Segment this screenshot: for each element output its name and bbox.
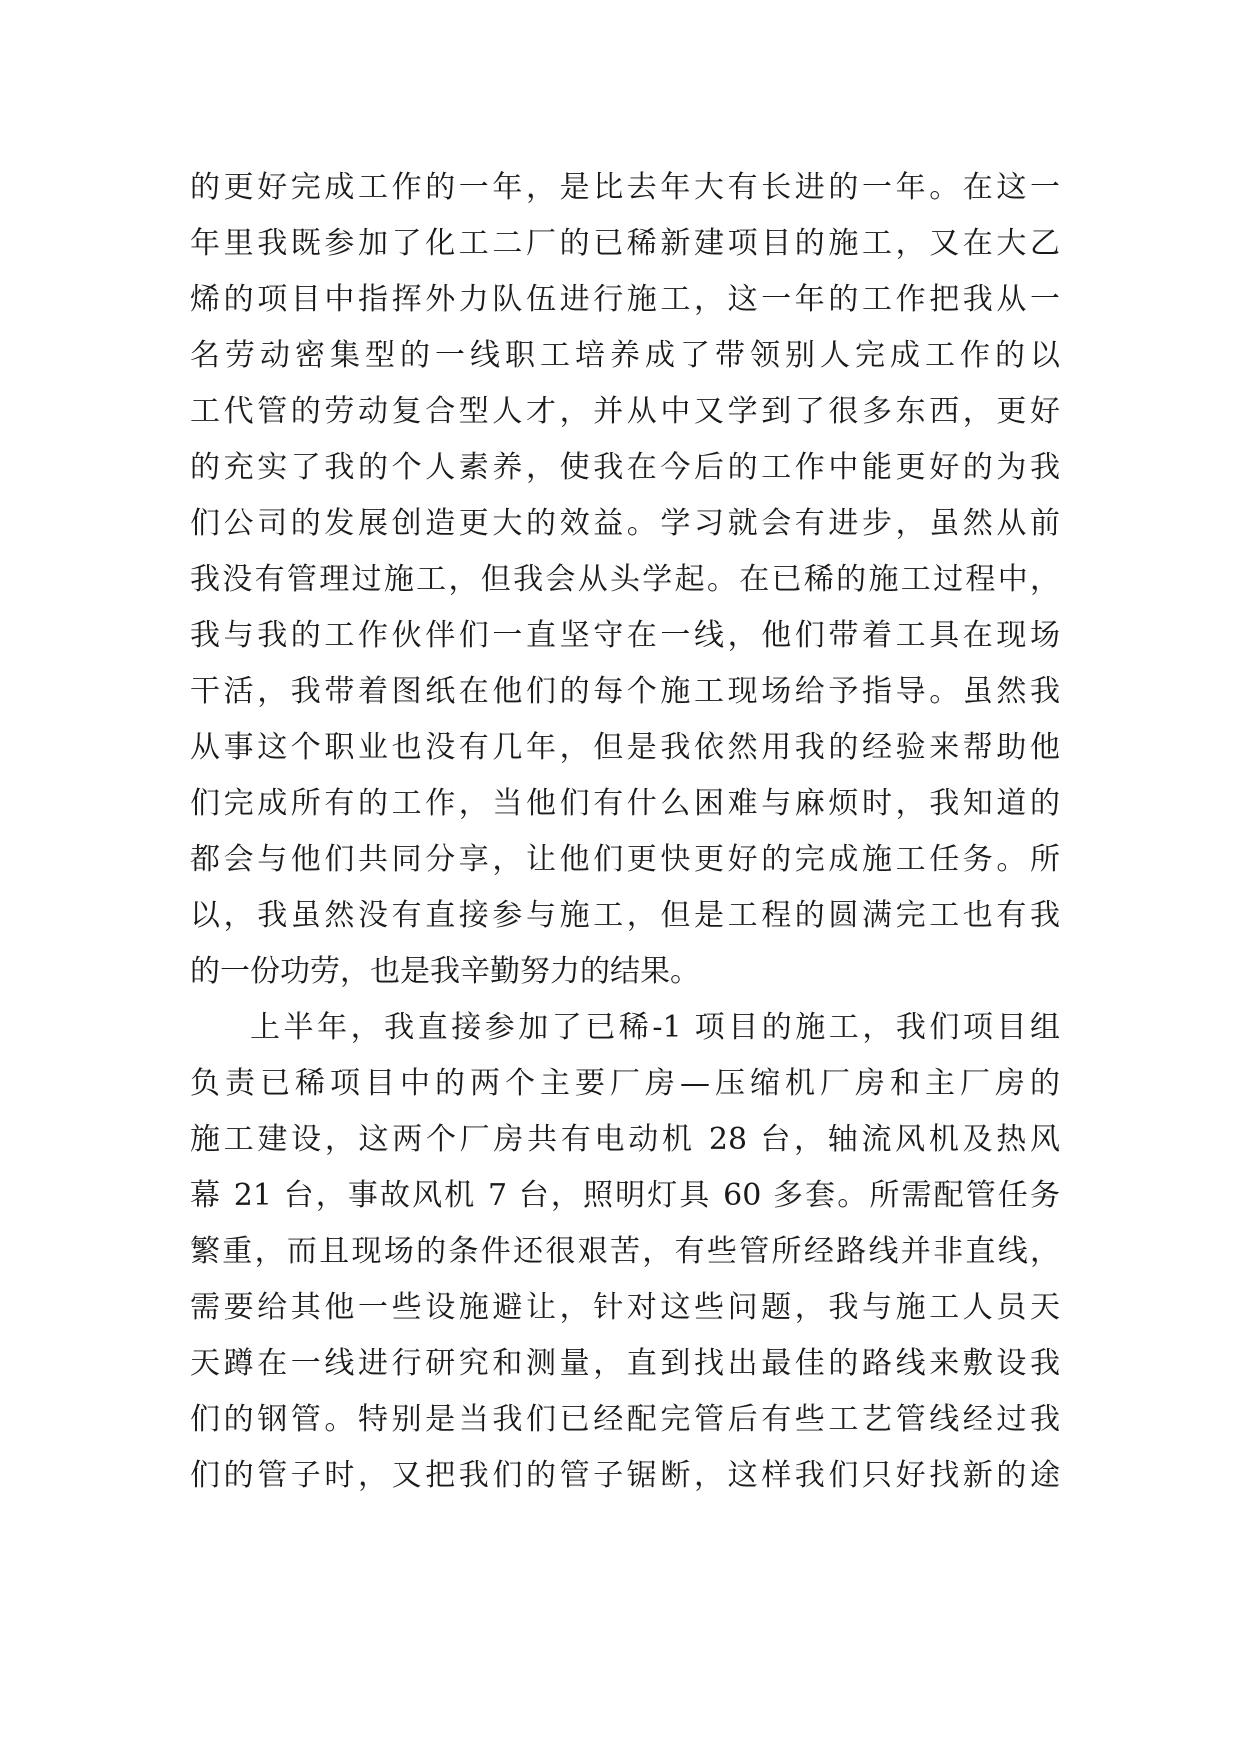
text-line: 负责已稀项目中的两个主要厂房—压缩机厂房和主厂房的: [190, 1066, 1060, 1101]
text-line: 们公司的发展创造更大的效益。学习就会有进步，虽然从前: [190, 506, 1060, 541]
text-line: 我与我的工作伙伴们一直坚守在一线，他们带着工具在现场: [190, 618, 1060, 653]
text-line: 们完成所有的工作，当他们有什么困难与麻烦时，我知道的: [190, 786, 1060, 821]
paragraph-2: [190, 1000, 1060, 1504]
paragraph-1: [190, 160, 1060, 1000]
text-line: 繁重，而且现场的条件还很艰苦，有些管所经路线并非直线，: [190, 1234, 1060, 1269]
text-line: 施工建设，这两个厂房共有电动机 28 台，轴流风机及热风: [190, 1122, 1060, 1157]
text-line: 从事这个职业也没有几年，但是我依然用我的经验来帮助他: [190, 730, 1060, 765]
text-line: 以，我虽然没有直接参与施工，但是工程的圆满完工也有我: [190, 898, 1060, 933]
body-text: [190, 160, 1060, 1504]
text-line: 上半年，我直接参加了已稀-1 项目的施工，我们项目组: [250, 1010, 1060, 1045]
text-line: 年里我既参加了化工二厂的已稀新建项目的施工，又在大乙: [190, 226, 1060, 261]
text-line: 们的管子时，又把我们的管子锯断，这样我们只好找新的途: [190, 1458, 1060, 1493]
text-line: 们的钢管。特别是当我们已经配完管后有些工艺管线经过我: [190, 1402, 1060, 1437]
text-line: 幕 21 台，事故风机 7 台，照明灯具 60 多套。所需配管任务: [190, 1178, 1060, 1213]
text-line: 名劳动密集型的一线职工培养成了带领别人完成工作的以: [190, 338, 1060, 373]
text-line: 烯的项目中指挥外力队伍进行施工，这一年的工作把我从一: [190, 282, 1060, 317]
text-line: 工代管的劳动复合型人才，并从中又学到了很多东西，更好: [190, 394, 1060, 429]
text-line: 的更好完成工作的一年，是比去年大有长进的一年。在这一: [190, 170, 1060, 205]
text-line: 天蹲在一线进行研究和测量，直到找出最佳的路线来敷设我: [190, 1346, 1060, 1381]
text-line: 都会与他们共同分享，让他们更快更好的完成施工任务。所: [190, 842, 1060, 877]
text-line: 我没有管理过施工，但我会从头学起。在已稀的施工过程中，: [190, 562, 1060, 597]
text-line: 的一份功劳，也是我辛勤努力的结果。: [190, 954, 700, 989]
text-line: 的充实了我的个人素养，使我在今后的工作中能更好的为我: [190, 450, 1060, 485]
text-line: 干活，我带着图纸在他们的每个施工现场给予指导。虽然我: [190, 674, 1060, 709]
text-line: 需要给其他一些设施避让，针对这些问题，我与施工人员天: [190, 1290, 1060, 1325]
